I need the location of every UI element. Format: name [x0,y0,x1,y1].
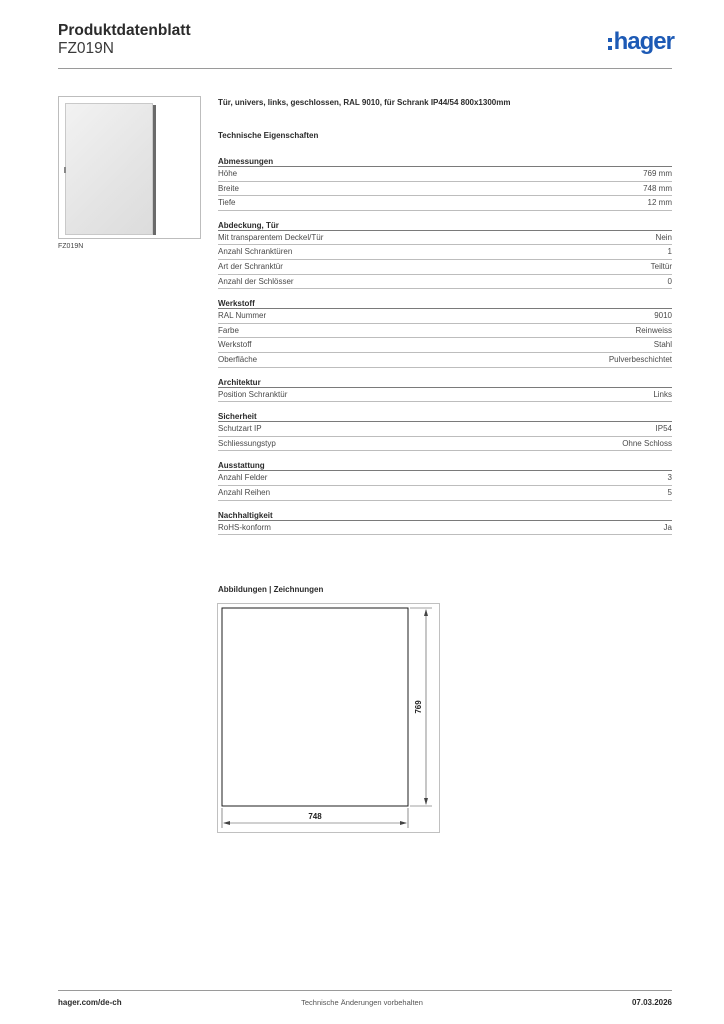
spec-value: Reinweiss [635,325,672,335]
spec-label: RAL Nummer [218,311,267,321]
spec-section [218,156,672,211]
header-divider [58,68,672,69]
footer-date: 07.03.2026 [631,998,672,1007]
footer-website-link[interactable]: hager.com/de-ch [58,998,122,1007]
spec-value: Pulverbeschichtet [608,354,672,364]
spec-label: Höhe [218,169,238,178]
technical-properties-heading: Technische Eigenschaften [218,131,319,140]
spec-section-title: Abmessungen [218,156,672,167]
spec-value: 0 [667,276,672,286]
specifications-table [218,156,672,544]
spec-label: Tiefe [218,198,236,208]
spec-section-title: Abdeckung, Tür [218,220,672,231]
height-arrow-top [424,609,428,616]
spec-row [218,182,672,197]
footer-notice: Technische Änderungen vorbehalten [301,998,423,1007]
spec-section [218,377,672,403]
spec-section [218,510,672,536]
spec-row [218,275,672,290]
spec-value: Teiltür [650,261,672,271]
spec-section-title: Werkstoff [218,298,672,309]
logo-dots-icon [608,38,612,50]
spec-label: Position Schranktür [218,389,288,399]
height-arrow-bottom [424,798,428,805]
spec-label: Oberfläche [218,354,258,364]
spec-value: Nein [655,232,672,242]
spec-label: Werkstoff [218,340,252,350]
spec-row [218,338,672,353]
spec-value: Stahl [653,340,672,350]
spec-value: Ohne Schloss [622,438,672,448]
hager-logo [608,30,674,54]
technical-drawing [217,603,440,833]
spec-section-title: Sicherheit [218,411,672,422]
spec-row [218,521,672,536]
spec-label: Art der Schranktür [218,261,283,271]
footer-divider [58,990,672,991]
spec-section [218,460,672,500]
page-title: Produktdatenblatt [58,22,191,39]
spec-value: 3 [667,473,672,483]
width-label: 748 [308,812,322,821]
width-arrow-right [400,821,407,825]
spec-row [218,437,672,452]
spec-label: Farbe [218,325,239,335]
spec-row [218,422,672,437]
product-image [58,96,201,239]
spec-section-title: Ausstattung [218,460,672,471]
logo-text: hager [613,28,674,55]
spec-label: Anzahl der Schlösser [218,276,294,286]
spec-value: IP54 [655,424,672,434]
spec-section [218,220,672,289]
spec-row [218,167,672,182]
drawings-heading: Abbildungen | Zeichnungen [218,585,324,594]
spec-row [218,245,672,260]
spec-label: Mit transparentem Deckel/Tür [218,232,324,242]
spec-section [218,411,672,451]
height-label: 769 [414,700,423,714]
spec-row [218,471,672,486]
spec-value: 769 mm [643,169,672,178]
spec-row [218,388,672,403]
spec-label: Anzahl Schranktüren [218,247,293,257]
spec-value: Ja [663,522,672,532]
spec-label: RoHS-konform [218,522,271,532]
spec-value: 12 mm [647,198,672,208]
spec-row [218,309,672,324]
spec-row [218,324,672,339]
spec-section-title: Architektur [218,377,672,388]
spec-section [218,298,672,367]
spec-row [218,353,672,368]
spec-value: Links [653,389,672,399]
product-code: FZ019N [58,40,114,57]
spec-row [218,196,672,211]
spec-label: Schutzart IP [218,424,262,434]
spec-section-title: Nachhaltigkeit [218,510,672,521]
spec-value: 9010 [654,311,672,321]
spec-label: Breite [218,183,239,193]
product-image-caption: FZ019N [58,243,84,250]
spec-value: 5 [667,487,672,497]
spec-label: Anzahl Felder [218,473,268,483]
spec-row [218,231,672,246]
width-arrow-left [223,821,230,825]
door-outline [222,608,408,806]
spec-label: Schliessungstyp [218,438,276,448]
spec-value: 748 mm [643,183,672,193]
spec-row [218,486,672,501]
door-illustration [65,103,155,235]
spec-label: Anzahl Reihen [218,487,271,497]
product-description: Tür, univers, links, geschlossen, RAL 9010, für Schrank IP44/54 800x1300mm [218,98,511,107]
spec-value: 1 [667,247,672,257]
spec-row [218,260,672,275]
